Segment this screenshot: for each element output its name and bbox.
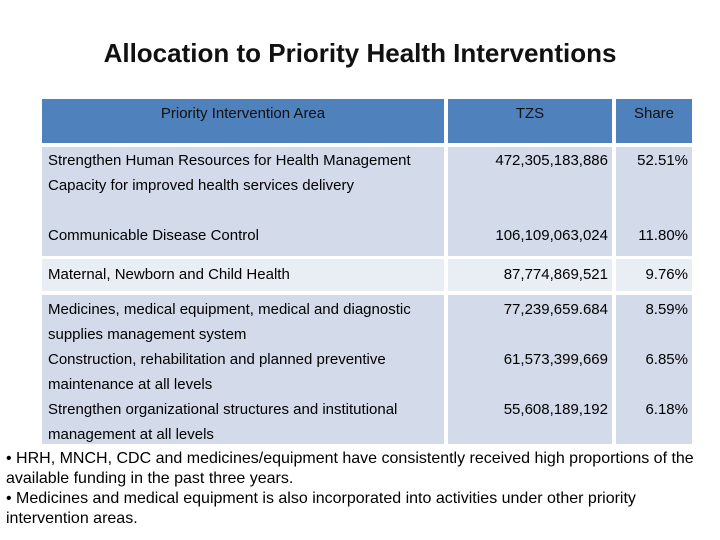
cell-share: 9.76% <box>616 259 692 291</box>
allocation-table <box>42 99 692 444</box>
table-row-group <box>42 295 692 444</box>
cell-area: Medicines, medical equipment, medical and diagnostic supplies management system <box>48 301 411 343</box>
cell-tzs: 77,239,659.684 <box>503 301 608 318</box>
header-tzs: TZS <box>448 99 612 143</box>
table-row <box>42 147 444 256</box>
table-row <box>616 295 692 444</box>
cell-share: 6.85% <box>645 351 688 368</box>
table-row <box>448 295 612 444</box>
table-row <box>616 147 692 256</box>
cell-share: 8.59% <box>645 301 688 318</box>
cell-area: Strengthen Human Resources for Health Management Capacity for improved health services delivery <box>48 152 411 194</box>
cell-share: 11.80% <box>638 227 688 244</box>
cell-area: Maternal, Newborn and Child Health <box>42 259 444 291</box>
table-row <box>42 295 444 444</box>
header-share: Share <box>616 99 692 143</box>
cell-tzs: 55,608,189,192 <box>503 401 608 418</box>
notes <box>6 449 706 529</box>
note-item: • Medicines and medical equipment is also incorporated into activities under other priority intervention areas. <box>6 490 636 527</box>
cell-area: Strengthen organizational structures and institutional management at all levels <box>48 401 398 443</box>
page-title: Allocation to Priority Health Interventions <box>103 38 617 68</box>
cell-area: Communicable Disease Control <box>48 227 259 244</box>
table-row <box>448 147 612 256</box>
cell-tzs: 472,305,183,886 <box>495 152 608 169</box>
cell-area: Construction, rehabilitation and planned preventive maintenance at all levels <box>48 351 386 393</box>
cell-tzs: 106,109,063,024 <box>495 227 608 244</box>
header-area: Priority Intervention Area <box>42 99 444 143</box>
cell-share: 52.51% <box>637 152 688 169</box>
table-row-group <box>42 147 692 256</box>
table-header-row <box>42 99 692 143</box>
cell-share: 6.18% <box>645 401 688 418</box>
cell-tzs: 87,774,869,521 <box>448 259 612 291</box>
table-row <box>42 259 692 291</box>
cell-tzs: 61,573,399,669 <box>503 351 608 368</box>
note-item: • HRH, MNCH, CDC and medicines/equipment have consistently received high proportions of the available funding in the past three years. <box>6 450 694 487</box>
